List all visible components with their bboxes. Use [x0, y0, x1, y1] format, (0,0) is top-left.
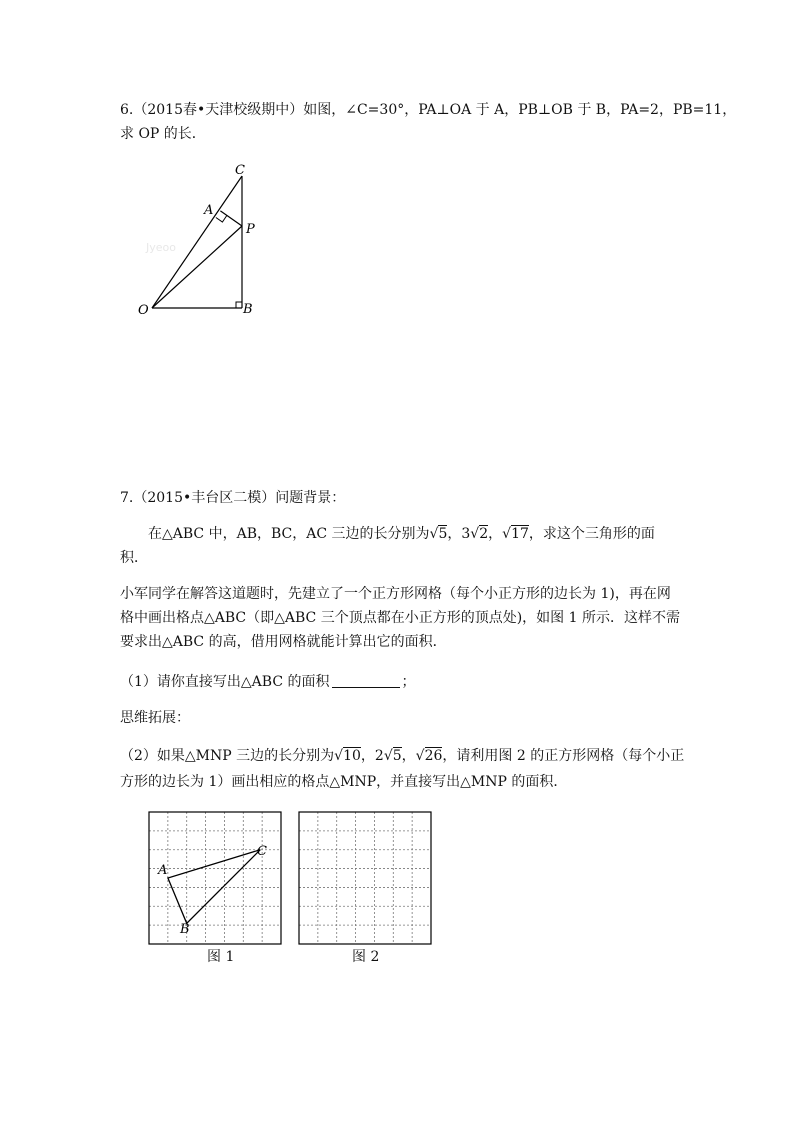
label-b: B — [180, 922, 190, 937]
problem7-paragraph-2: 格中画出格点△ABC（即△ABC 三个顶点都在小正方形的顶点处)，如图 1 所示．这样不需 — [120, 610, 680, 626]
label-p: P — [246, 222, 255, 237]
figure-1-caption: 图 1 — [207, 949, 235, 965]
problem7-header: 7.（2015•丰台区二模）问题背景： — [120, 490, 346, 506]
triangle-abc — [168, 850, 260, 924]
sqrt-sign-icon: √ — [470, 526, 480, 542]
sqrt-sign-icon: √ — [415, 748, 425, 764]
problem7-paragraph-1: 小军同学在解答这道题时，先建立了一个正方形网格（每个小正方形的边长为 1)，再在网 — [120, 586, 671, 602]
problem7-question-2-line2: 方形的边长为 1）画出相应的格点△MNP，并直接写出△MNP 的面积． — [120, 774, 568, 790]
sqrt-sign-icon: √ — [383, 748, 393, 764]
separator: ，2 — [360, 748, 384, 764]
q2-text-post: ，请利用图 2 的正方形网格（每个小正 — [442, 748, 685, 764]
sqrt-sign-icon: √ — [334, 748, 344, 764]
radicand: 10 — [343, 748, 361, 764]
q2-text-pre: （2）如果△MNP 三边的长分别为 — [120, 748, 335, 764]
q1-end: ； — [401, 674, 416, 690]
sqrt-sign-icon: √ — [429, 526, 439, 542]
bg-text-pre: 在△ABC 中，AB，BC，AC 三边的长分别为 — [148, 526, 430, 542]
label-c: C — [235, 163, 245, 178]
label-o: O — [138, 303, 149, 318]
figure-2-caption: 图 2 — [352, 949, 380, 965]
radicand: 5 — [438, 526, 448, 542]
label-a: A — [204, 203, 214, 218]
label-c: C — [257, 844, 267, 859]
grid-figure-2 — [299, 812, 431, 944]
radicand: 26 — [424, 748, 443, 764]
problem6-line2: 求 OP 的长． — [120, 126, 206, 142]
bg-text-post: ，求这个三角形的面 — [528, 526, 655, 542]
sqrt-sign-icon: √ — [502, 526, 512, 542]
problem7-extension-heading: 思维拓展： — [120, 710, 190, 726]
problem7-background-line2: 积． — [120, 550, 148, 566]
watermark-text: Jyeoo — [146, 241, 176, 254]
separator: ， — [401, 748, 416, 764]
radicand: 17 — [511, 526, 529, 542]
label-b: B — [243, 302, 253, 317]
problem6-line1: 6.（2015春•天津校级期中）如图，∠C=30°，PA⊥OA 于 A，PB⊥OB 于 B，PA=2，PB=11， — [120, 102, 737, 118]
problem7-paragraph-3: 要求出△ABC 的高，借用网格就能计算出它的面积． — [120, 634, 447, 650]
separator: ， — [488, 526, 503, 542]
grid-border — [299, 812, 431, 944]
q1-text: （1）请你直接写出△ABC 的面积 — [120, 674, 330, 690]
separator: ，3 — [447, 526, 471, 542]
radicand: 2 — [479, 526, 489, 542]
label-a: A — [158, 863, 168, 878]
radicand: 5 — [392, 748, 402, 764]
